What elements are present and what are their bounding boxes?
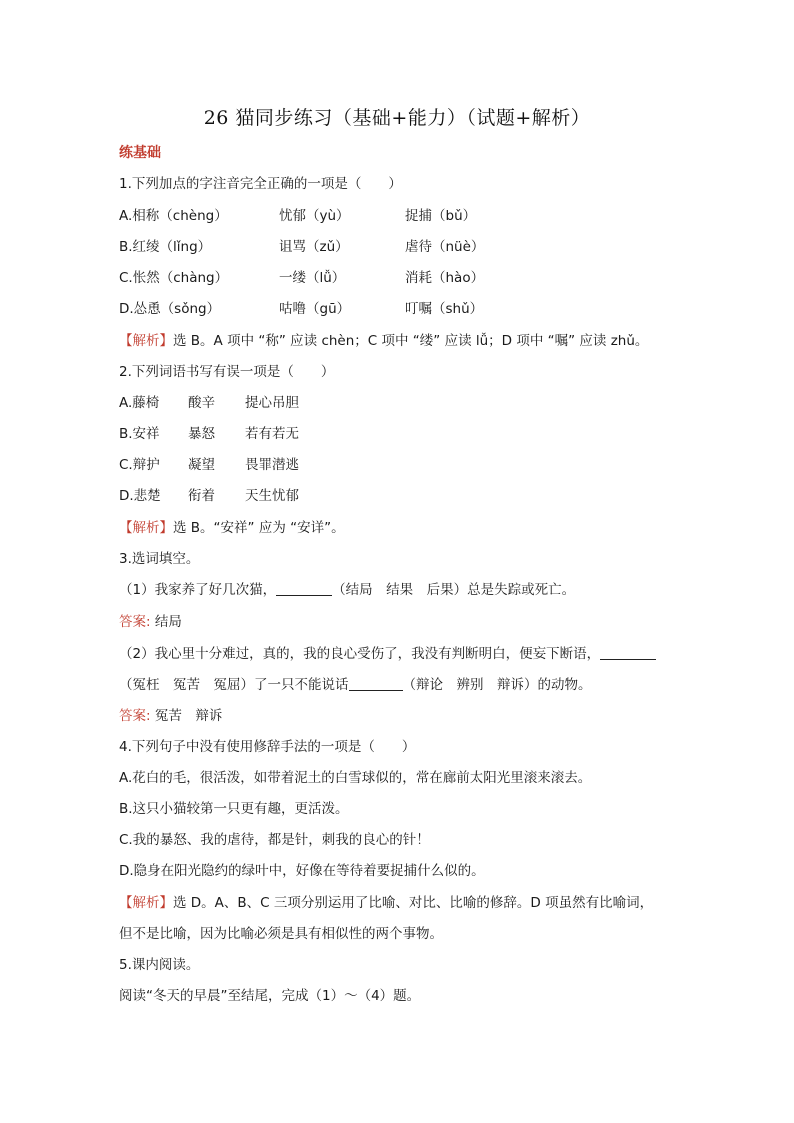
q2-option-c2: 凝望	[188, 457, 215, 473]
q1-option-b2: 诅骂（zǔ）	[279, 239, 349, 255]
q3-part2-text-a: （2）我心里十分难过，真的，我的良心受伤了，我没有判断明白，便妄下断语，	[119, 646, 601, 662]
q2-option-b1: B.安祥	[119, 426, 160, 442]
q1-option-a1: A.相称（chèng）	[119, 208, 228, 224]
q4-option-a: A.花白的毛，很活泼，如带着泥土的白雪球似的，常在廊前太阳光里滚来滚去。	[119, 770, 592, 786]
q1-analysis	[119, 331, 648, 351]
q3-part1-text-b: （结局 结果 后果）总是失踪或死亡。	[332, 582, 576, 598]
q2-option-b2: 暴怒	[188, 426, 215, 442]
q4-analysis-line1	[119, 893, 653, 913]
q3-part1	[119, 580, 575, 600]
fill-blank	[276, 581, 332, 596]
q2-stem: 2.下列词语书写有误一项是（ ）	[119, 364, 335, 380]
q4-stem: 4.下列句子中没有使用修辞手法的一项是（ ）	[119, 739, 416, 755]
q1-option-c1: C.怅然（chàng）	[119, 270, 229, 286]
q2-option-a2: 酸辛	[188, 395, 215, 411]
analysis-label: 【解析】	[119, 520, 173, 536]
answer-text: 结局	[150, 614, 182, 630]
section-heading: 练基础	[119, 145, 161, 161]
analysis-text: 选 D。A、B、C 三项分别运用了比喻、对比、比喻的修辞。D 项虽然有比喻词，	[173, 895, 654, 911]
q1-option-d1: D.怂恿（sǒng）	[119, 301, 221, 317]
q2-option-c1: C.辩护	[119, 457, 160, 473]
q1-option-b1: B.红绫（lǐng）	[119, 239, 212, 255]
page-title: 26 猫同步练习（基础+能力）（试题+解析）	[203, 107, 591, 129]
q3-part2-text-b: （冤枉 冤苦 冤屈）了一只不能说话	[119, 677, 349, 693]
answer-label: 答案:	[119, 708, 151, 724]
analysis-label: 【解析】	[119, 333, 173, 349]
q4-option-b: B.这只小猫较第一只更有趣，更活泼。	[119, 801, 349, 817]
q3-answer2	[119, 706, 222, 726]
q1-option-a3: 捉捕（bǔ）	[405, 208, 477, 224]
q2-option-d2: 衔着	[188, 488, 215, 504]
q3-part2-line2	[119, 675, 592, 695]
q2-option-c3: 畏罪潜逃	[245, 457, 299, 473]
q5-intro: 阅读“冬天的早晨”至结尾，完成（1）～（4）题。	[119, 988, 421, 1004]
q2-option-d3: 天生忧郁	[245, 488, 299, 504]
answer-label: 答案:	[119, 614, 151, 630]
q2-analysis	[119, 518, 345, 538]
answer-text: 冤苦 辩诉	[150, 708, 223, 724]
q3-part2-line1	[119, 644, 656, 664]
q2-option-a3: 提心吊胆	[245, 395, 299, 411]
q1-option-c3: 消耗（hào）	[405, 270, 485, 286]
q2-option-a1: A.藤椅	[119, 395, 160, 411]
q1-stem: 1.下列加点的字注音完全正确的一项是（ ）	[119, 176, 402, 192]
q4-analysis-line2: 但不是比喻，因为比喻必须是具有相似性的两个事物。	[119, 926, 443, 942]
q3-stem: 3.选词填空。	[119, 551, 200, 567]
q1-option-d3: 叮嘱（shǔ）	[405, 301, 484, 317]
q2-option-d1: D.悲楚	[119, 488, 161, 504]
q2-option-b3: 若有若无	[245, 426, 299, 442]
analysis-text: 选 B。A 项中 “称” 应读 chèn；C 项中 “缕” 应读 lǚ；D 项中 “嘱” 应读 zhǔ。	[173, 333, 649, 349]
q1-option-d2: 咕噜（gū）	[279, 301, 351, 317]
q3-answer1	[119, 612, 182, 632]
fill-blank	[600, 645, 656, 660]
q4-option-d: D.隐身在阳光隐约的绿叶中，好像在等待着要捉捕什么似的。	[119, 863, 485, 879]
q4-option-c: C.我的暴怒、我的虐待，都是针，刺我的良心的针！	[119, 832, 430, 848]
analysis-label: 【解析】	[119, 895, 173, 911]
analysis-text: 选 B。“安祥” 应为 “安详”。	[173, 520, 345, 536]
q3-part2-text-c: （辩论 辨别 辩诉）的动物。	[402, 677, 592, 693]
q1-option-b3: 虐待（nüè）	[405, 239, 485, 255]
q5-stem: 5.课内阅读。	[119, 957, 200, 973]
q3-part1-text-a: （1）我家养了好几次猫，	[119, 582, 277, 598]
q1-option-a2: 忧郁（yù）	[279, 208, 350, 224]
fill-blank	[349, 676, 403, 691]
q1-option-c2: 一缕（lǚ）	[279, 270, 346, 286]
